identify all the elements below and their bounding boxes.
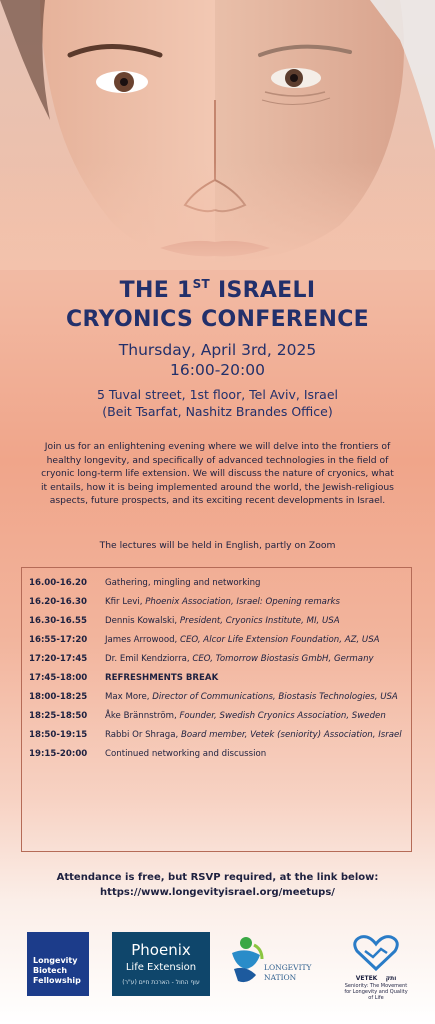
intro-paragraph: Join us for an enlightening evening where we will delve into the frontiers of healthy longevity, and specifically of advanced technologies in the field of cryonic long-term life extension. We will discuss the nature of cryonics, what it entails, how it is being implemented around the world, the Jewish-religious aspects, future prospects, and its exciting recent developments in Israel. [41, 441, 394, 507]
schedule-time: 17:45-18:00 [29, 673, 88, 683]
rsvp-block [0, 870, 435, 900]
vetek-logo [342, 935, 410, 1001]
schedule-time: 18:25-18:50 [29, 711, 88, 721]
vetek-tagline: Seniority: The Movement for Longevity and Quality of Life [344, 983, 408, 1001]
event-time: 16:00-20:00 [170, 361, 265, 379]
schedule-row [22, 578, 411, 590]
schedule-time: 16:55-17:20 [29, 635, 88, 645]
title-line-1: THE 1ST ISRAELI [119, 277, 316, 303]
vetek-name: VETEK ותק [355, 975, 397, 982]
hero-split-face-image [0, 0, 435, 270]
vetek-heart-hands-icon [353, 935, 399, 971]
longevity-nation-mark-icon [226, 935, 266, 987]
phoenix-logo-name: Phoenix [131, 941, 191, 959]
schedule-desc: Dennis Kowalski, President, Cryonics Institute, MI, USA [105, 616, 340, 626]
schedule-time: 18:00-18:25 [29, 692, 88, 702]
event-date-time [0, 340, 435, 380]
schedule-table [21, 567, 412, 852]
schedule-row [22, 692, 411, 704]
schedule-desc: James Arrowood, CEO, Alcor Life Extension Foundation, AZ, USA [105, 635, 380, 645]
schedule-time: 19:15-20:00 [29, 749, 88, 759]
schedule-time: 17:20-17:45 [29, 654, 88, 664]
phoenix-logo-sub: Life Extension [125, 962, 197, 973]
schedule-desc: Continued networking and discussion [105, 749, 267, 759]
address-line-1: 5 Tuval street, 1st floor, Tel Aviv, Israel [96, 387, 339, 402]
schedule-row [22, 635, 411, 647]
language-note: The lectures will be held in English, partly on Zoom [99, 540, 336, 551]
schedule-desc: Gathering, mingling and networking [105, 578, 261, 588]
conference-title [0, 270, 435, 334]
schedule-row [22, 654, 411, 666]
title-line-2: CRYONICS CONFERENCE [66, 307, 369, 332]
schedule-row [22, 673, 411, 685]
schedule-time: 16.00-16.20 [29, 578, 87, 588]
schedule-row [22, 749, 411, 761]
phoenix-life-extension-logo [112, 932, 210, 996]
longevity-nation-logo [226, 935, 326, 995]
schedule-time: 16.30-16.55 [29, 616, 87, 626]
schedule-desc: Max More, Director of Communications, Biostasis Technologies, USA [105, 692, 398, 702]
schedule-time: 18:50-19:15 [29, 730, 88, 740]
schedule-desc: Kfir Levi, Phoenix Association, Israel: Opening remarks [105, 597, 340, 607]
longevity-biotech-fellowship-logo: Longevity Biotech Fellowship [27, 932, 89, 996]
event-address [0, 386, 435, 420]
schedule-row [22, 711, 411, 723]
schedule-desc: Åke Brännström, Founder, Swedish Cryonics Association, Sweden [105, 711, 386, 721]
longevity-nation-text: LONGEVITY NATION [264, 963, 312, 982]
rsvp-text: Attendance is free, but RSVP required, at the link below: [56, 872, 379, 883]
schedule-desc: Rabbi Or Shraga, Board member, Vetek (seniority) Association, Israel [105, 730, 402, 740]
schedule-desc: REFRESHMENTS BREAK [105, 673, 219, 683]
event-date: Thursday, April 3rd, 2025 [118, 341, 317, 359]
phoenix-logo-hebrew: עוף החול - הארכת חיים (ע"ר) [122, 979, 200, 986]
address-line-2: (Beit Tsarfat, Nashitz Brandes Office) [102, 404, 333, 419]
rsvp-link[interactable]: https://www.longevityisrael.org/meetups/ [100, 887, 335, 898]
schedule-desc: Dr. Emil Kendziorra, CEO, Tomorrow Biostasis GmbH, Germany [105, 654, 374, 664]
schedule-time: 16.20-16.30 [29, 597, 87, 607]
schedule-row [22, 616, 411, 628]
schedule-row [22, 597, 411, 609]
schedule-row [22, 730, 411, 742]
